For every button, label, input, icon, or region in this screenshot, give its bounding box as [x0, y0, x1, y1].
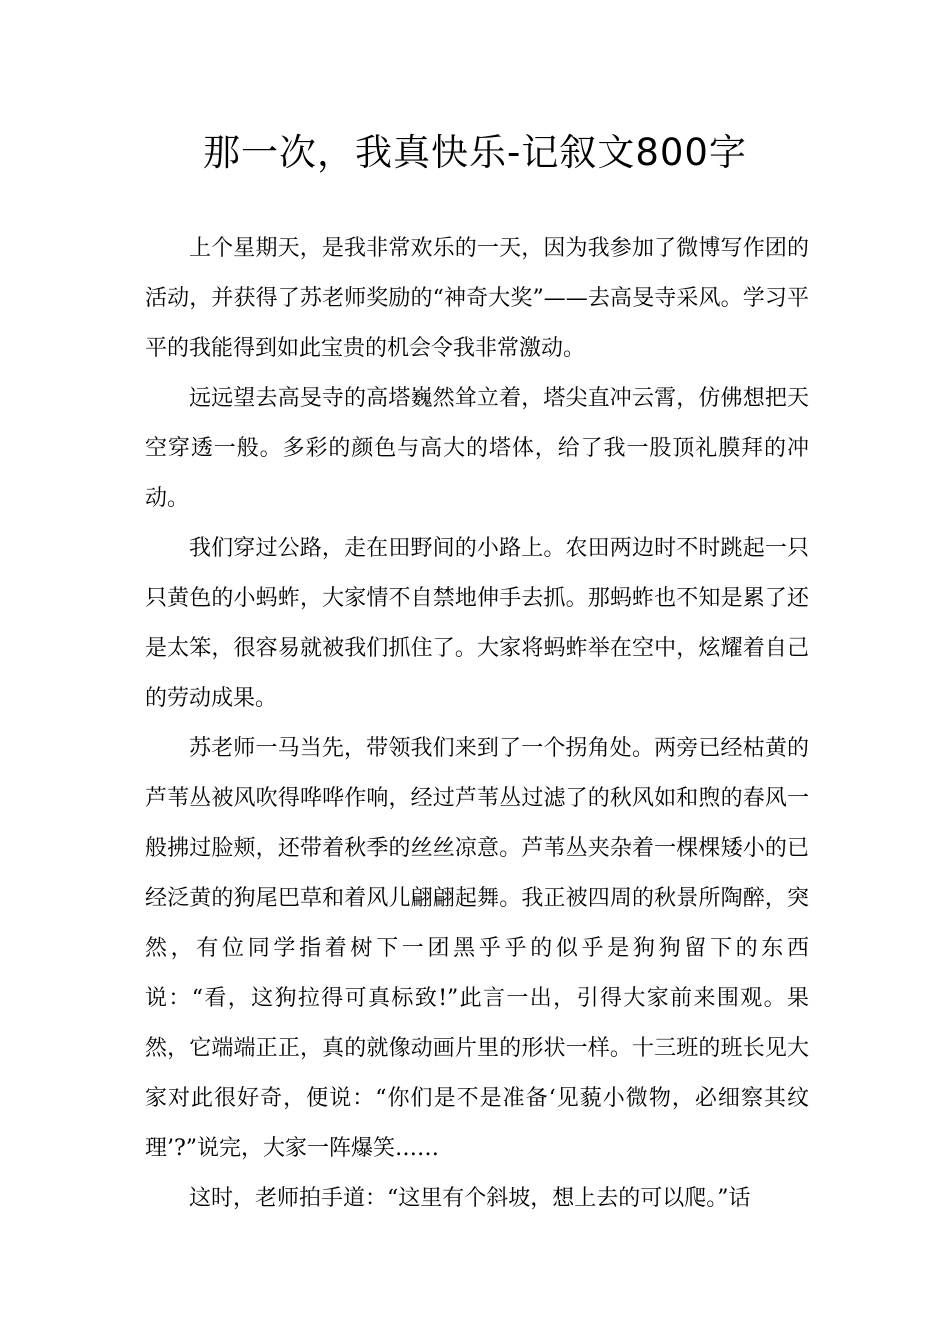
paragraph: 远远望去高旻寺的高塔巍然耸立着，塔尖直冲云霄，仿佛想把天空穿透一般。多彩的颜色与高大的塔体，给了我一股顶礼膜拜的冲动。 [145, 386, 809, 511]
document-body [145, 224, 809, 1224]
paragraph: 我们穿过公路，走在田野间的小路上。农田两边时不时跳起一只只黄色的小蚂蚱，大家情不自禁地伸手去抓。那蚂蚱也不知是累了还是太笨，很容易就被我们抓住了。大家将蚂蚱举在空中，炫耀着自己的劳动成果。 [145, 536, 809, 711]
document-title: 那一次，我真快乐-记叙文800字 [203, 131, 747, 174]
paragraph: 这时，老师拍手道：“这里有个斜坡，想上去的可以爬。”话 [189, 1186, 751, 1211]
paragraph: 苏老师一马当先，带领我们来到了一个拐角处。两旁已经枯黄的芦苇丛被风吹得哗哗作响，经过芦苇丛过滤了的秋风如和煦的春风一般拂过脸颊，还带着秋季的丝丝凉意。芦苇丛夹杂着一棵棵矮小的已经泛黄的狗尾巴草和着风儿翩翩起舞。我正被四周的秋景所陶醉，突然，有位同学指着树下一团黑乎乎的似乎是狗狗留下的东西说：“看，这狗拉得可真标致!”此言一出，引得大家前来围观。果然，它端端正正，真的就像动画片里的形状一样。十三班的班长见大家对此很好奇，便说：“你们是不是准备‘见藐小微物，必细察其纹理’?”说完，大家一阵爆笑…… [145, 736, 809, 1161]
paragraph: 上个星期天，是我非常欢乐的一天，因为我参加了微博写作团的活动，并获得了苏老师奖励的“神奇大奖”——去高旻寺采风。学习平平的我能得到如此宝贵的机会令我非常激动。 [145, 236, 809, 361]
